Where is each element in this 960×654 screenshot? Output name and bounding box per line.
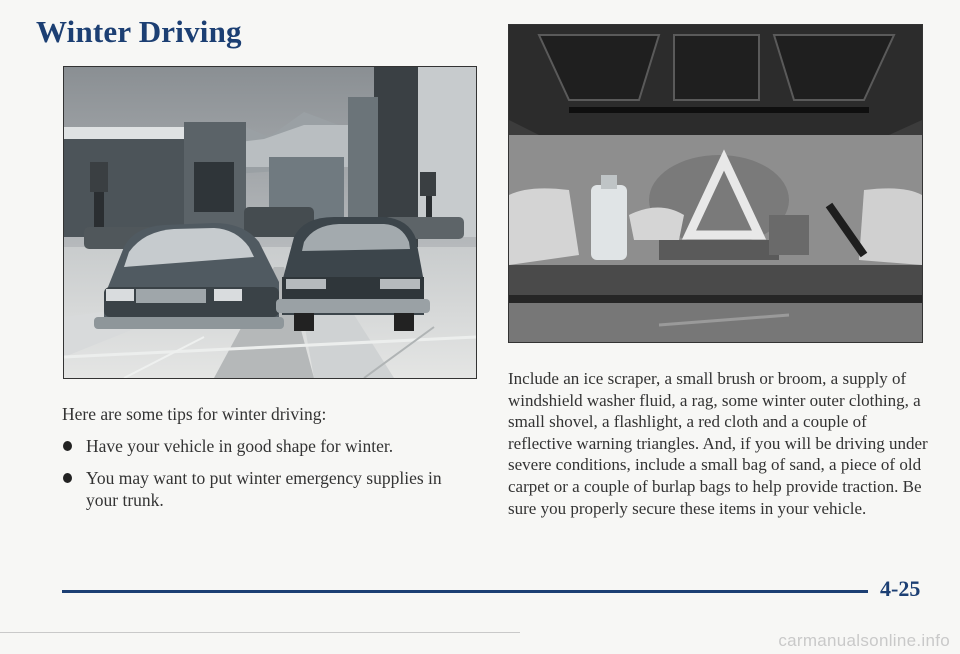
list-item-text: You may want to put winter emergency supplies in your trunk. — [86, 468, 442, 510]
left-column — [62, 403, 472, 521]
trunk-supplies-photo — [508, 24, 923, 343]
page-number: 4-25 — [880, 576, 921, 601]
supplies-paragraph: Include an ice scraper, a small brush or broom, a supply of windshield washer fluid, a rag, some winter outer clothing, a small shovel, a flashlight, a red cloth and a couple of reflective warning triangles. And, if you will be driving under severe conditions, include a small bag of sand, a piece of old carpet or a couple of burlap bags to help provide traction. Be sure you properly secure these items in your vehicle. — [508, 369, 928, 518]
list-item — [62, 435, 472, 457]
tips-list — [62, 435, 472, 511]
bullet-icon — [63, 441, 72, 451]
list-item-text: Have your vehicle in good shape for winter. — [86, 436, 394, 456]
footer-rule — [62, 590, 868, 593]
page-title: Winter Driving — [36, 14, 242, 49]
bullet-icon — [63, 473, 72, 483]
divider — [0, 632, 520, 633]
watermark: carmanualsonline.info — [778, 631, 950, 650]
intro-text: Here are some tips for winter driving: — [62, 404, 327, 424]
winter-street-photo — [63, 66, 477, 379]
list-item — [62, 467, 472, 511]
